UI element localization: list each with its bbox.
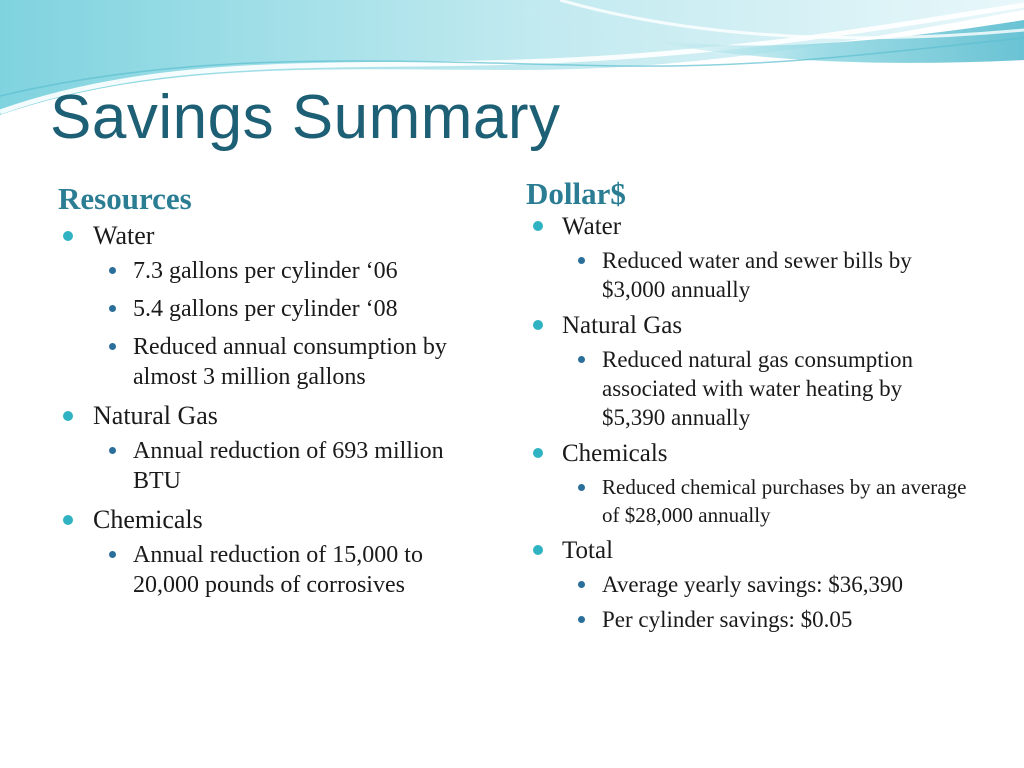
bullet-icon — [63, 515, 73, 525]
sub-bullet-icon — [109, 267, 116, 274]
sub-bullet-icon — [578, 257, 585, 264]
sub-item: Reduced water and sewer bills by $3,000 annually — [562, 246, 970, 304]
sub-item: Average yearly savings: $36,390 — [562, 570, 970, 599]
sub-bullet-icon — [109, 447, 116, 454]
sub-item: Per cylinder savings: $0.05 — [562, 605, 970, 634]
bullet-icon — [533, 448, 543, 458]
bullet-icon — [63, 231, 73, 241]
sub-item: 7.3 gallons per cylinder ‘06 — [93, 256, 480, 286]
bullet-icon — [533, 320, 543, 330]
sub-item: Reduced chemical purchases by an average of $28,000 annually — [562, 473, 970, 529]
resources-item-chemicals — [60, 504, 480, 600]
bullet-icon — [63, 411, 73, 421]
sub-bullet-icon — [578, 581, 585, 588]
item-label: Water — [562, 213, 622, 240]
sub-item: Annual reduction of 693 million BTU — [93, 436, 480, 496]
resources-list — [60, 220, 480, 608]
sub-bullet-icon — [109, 551, 116, 558]
item-label: Natural Gas — [562, 312, 683, 339]
dollars-item-natural-gas — [530, 310, 970, 432]
dollars-item-chemicals — [530, 438, 970, 529]
item-label: Chemicals — [562, 440, 668, 467]
dollars-item-total — [530, 535, 970, 634]
sub-bullet-icon — [578, 356, 585, 363]
sub-item: Reduced annual consumption by almost 3 million gallons — [93, 332, 480, 392]
slide-title: Savings Summary — [50, 83, 561, 152]
dollars-heading: Dollar$ — [526, 176, 626, 211]
sub-bullet-icon — [109, 343, 116, 350]
bullet-icon — [533, 545, 543, 555]
sub-item: Annual reduction of 15,000 to 20,000 pounds of corrosives — [93, 540, 480, 600]
sub-item: Reduced natural gas consumption associated with water heating by $5,390 annually — [562, 345, 970, 432]
resources-heading: Resources — [58, 181, 192, 216]
resources-item-water — [60, 220, 480, 392]
item-label: Natural Gas — [93, 401, 218, 430]
sub-bullet-icon — [578, 616, 585, 623]
item-label: Chemicals — [93, 505, 203, 534]
dollars-list — [530, 211, 970, 640]
dollars-item-water — [530, 211, 970, 304]
bullet-icon — [533, 221, 543, 231]
sub-bullet-icon — [578, 484, 585, 491]
item-label: Total — [562, 537, 614, 564]
item-label: Water — [93, 221, 155, 250]
sub-bullet-icon — [109, 305, 116, 312]
resources-item-natural-gas — [60, 400, 480, 496]
sub-item: 5.4 gallons per cylinder ‘08 — [93, 294, 480, 324]
